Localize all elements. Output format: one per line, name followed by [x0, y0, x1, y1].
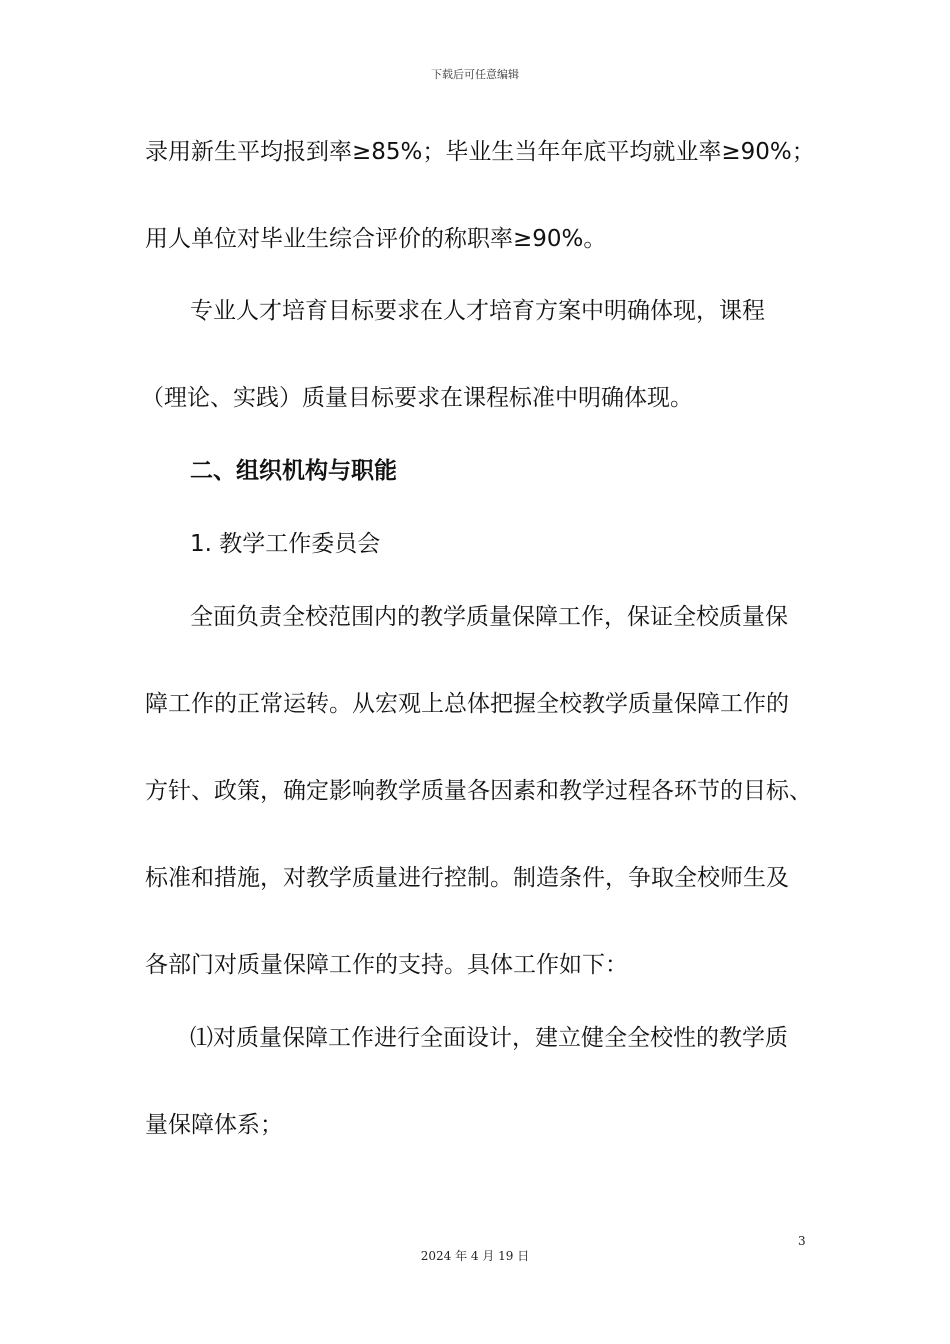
body-line-4: （理论、实践）质量目标要求在课程标准中明确体现。 — [141, 385, 693, 411]
page-number: 3 — [798, 1234, 806, 1248]
section-heading: 二、组织机构与职能 — [190, 458, 397, 484]
body-line-11: 各部门对质量保障工作的支持。具体工作如下： — [145, 952, 628, 978]
body-line-8: 障工作的正常运转。从宏观上总体把握全校教学质量保障工作的 — [145, 691, 789, 717]
body-line-10: 标准和措施，对教学质量进行控制。制造条件，争取全校师生及 — [145, 865, 789, 891]
body-line-1: 录用新生平均报到率≥85%；毕业生当年年底平均就业率≥90%； — [145, 139, 815, 165]
body-line-13: 量保障体系； — [145, 1112, 283, 1138]
footer-date: 2024 年 4 月 19 日 — [420, 1249, 530, 1263]
body-line-12: ⑴对质量保障工作进行全面设计，建立健全全校性的教学质 — [190, 1025, 788, 1051]
page-header: 下载后可任意编辑 — [431, 68, 519, 81]
body-line-9: 方针、政策，确定影响教学质量各因素和教学过程各环节的目标、 — [145, 778, 812, 804]
subsection-heading: 1. 教学工作委员会 — [190, 531, 381, 557]
body-line-2: 用人单位对毕业生综合评价的称职率≥90%。 — [145, 226, 607, 252]
body-line-7: 全面负责全校范围内的教学质量保障工作，保证全校质量保 — [190, 604, 788, 630]
body-line-3: 专业人才培育目标要求在人才培育方案中明确体现，课程 — [190, 298, 765, 324]
